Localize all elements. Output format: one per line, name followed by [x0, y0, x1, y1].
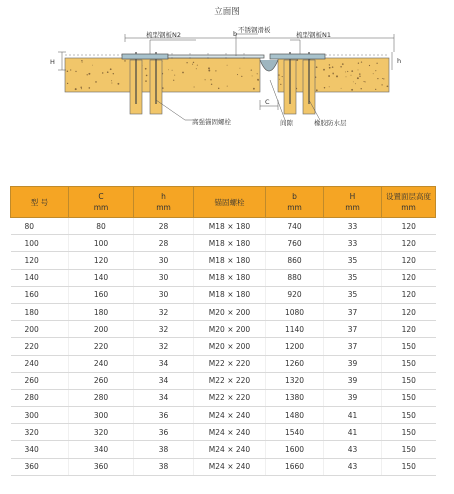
table-cell: 100 — [11, 235, 69, 252]
header-cell — [11, 187, 69, 218]
table-row — [11, 355, 436, 372]
table-cell: M24 × 240 — [194, 458, 266, 475]
table-cell: 140 — [11, 269, 69, 286]
header-label: 锚固螺栓 — [214, 197, 245, 207]
table-cell: 120 — [382, 269, 436, 286]
table-cell: 35 — [324, 252, 382, 269]
elevation-diagram — [0, 0, 454, 170]
table-cell: 220 — [11, 338, 69, 355]
table-cell: M18 × 180 — [194, 269, 266, 286]
table-cell: 120 — [382, 321, 436, 338]
table-cell: 41 — [324, 424, 382, 441]
table-cell: 37 — [324, 303, 382, 320]
table-cell: 32 — [134, 338, 194, 355]
table-cell: M18 × 180 — [194, 235, 266, 252]
table-body — [11, 218, 436, 476]
header-cell — [194, 187, 266, 218]
table-cell: 340 — [11, 441, 69, 458]
comb-plates — [122, 54, 325, 59]
table-cell: 220 — [69, 338, 134, 355]
table-row — [11, 458, 436, 475]
table-cell: M24 × 240 — [194, 407, 266, 424]
table-cell: 240 — [69, 355, 134, 372]
table-cell: 33 — [324, 235, 382, 252]
header-label: 型 号 — [30, 197, 49, 207]
table-cell: 1200 — [266, 338, 324, 355]
table-cell: 1260 — [266, 355, 324, 372]
table-cell: 120 — [382, 303, 436, 320]
table-cell: M20 × 200 — [194, 321, 266, 338]
label-n1-plate: 梳型钢板N1 — [296, 31, 331, 39]
table-cell: 760 — [266, 235, 324, 252]
diagram-title: 立面图 — [214, 7, 240, 17]
table-cell: 43 — [324, 441, 382, 458]
table-cell: 360 — [69, 458, 134, 475]
table-cell: 34 — [134, 389, 194, 406]
table-cell: 32 — [134, 303, 194, 320]
table-cell: 41 — [324, 407, 382, 424]
table-cell: 860 — [266, 252, 324, 269]
table-cell: M20 × 200 — [194, 303, 266, 320]
table-cell: 37 — [324, 321, 382, 338]
table-cell: M22 × 220 — [194, 389, 266, 406]
table-cell: M18 × 180 — [194, 252, 266, 269]
table-cell: 160 — [69, 286, 134, 303]
table-cell: 1320 — [266, 372, 324, 389]
label-bolt: 高强锚固螺栓 — [192, 118, 231, 126]
table-row — [11, 407, 436, 424]
table-cell: 150 — [382, 441, 436, 458]
table-row — [11, 235, 436, 252]
table-cell: 260 — [69, 372, 134, 389]
table-cell: 180 — [11, 303, 69, 320]
table-cell: 120 — [11, 252, 69, 269]
table-row — [11, 286, 436, 303]
header-cell — [324, 187, 382, 218]
header-label: b — [292, 192, 297, 201]
table-header-row — [11, 187, 436, 218]
table-cell: 35 — [324, 286, 382, 303]
table-cell: 150 — [382, 407, 436, 424]
table-cell: 1660 — [266, 458, 324, 475]
label-H: H — [50, 58, 55, 66]
table-cell: 240 — [11, 355, 69, 372]
header-cell — [69, 187, 134, 218]
table-cell: M18 × 180 — [194, 218, 266, 235]
label-waterproof: 橡胶防水层 — [314, 119, 347, 127]
table-cell: 880 — [266, 269, 324, 286]
table-cell: 32 — [134, 321, 194, 338]
table-cell: 740 — [266, 218, 324, 235]
table-cell: 36 — [134, 424, 194, 441]
header-unit: mm — [287, 203, 302, 212]
table-cell: 35 — [324, 269, 382, 286]
table-cell: 30 — [134, 286, 194, 303]
table-cell: 120 — [382, 252, 436, 269]
table-cell: 320 — [69, 424, 134, 441]
table-cell: 30 — [134, 269, 194, 286]
table-cell: M20 × 200 — [194, 338, 266, 355]
table-cell: 300 — [11, 407, 69, 424]
table-cell: 150 — [382, 372, 436, 389]
table-cell: 39 — [324, 389, 382, 406]
table-cell: 1480 — [266, 407, 324, 424]
table-cell: 300 — [69, 407, 134, 424]
table-cell: 80 — [11, 218, 69, 235]
table-cell: M22 × 220 — [194, 355, 266, 372]
table-cell: 150 — [382, 389, 436, 406]
header-unit: mm — [93, 203, 109, 212]
table-cell: 1540 — [266, 424, 324, 441]
table-cell: 320 — [11, 424, 69, 441]
table-cell: 36 — [134, 407, 194, 424]
label-n2-plate: 梳型钢板N2 — [146, 31, 181, 39]
label-b: b — [233, 30, 238, 38]
table-cell: 360 — [11, 458, 69, 475]
header-unit: mm — [156, 203, 171, 212]
table-cell: M24 × 240 — [194, 441, 266, 458]
table-row — [11, 372, 436, 389]
table-cell: 150 — [382, 424, 436, 441]
header-cell — [382, 187, 436, 218]
label-C: C — [265, 98, 270, 106]
table-cell: 38 — [134, 441, 194, 458]
table-cell: 150 — [382, 355, 436, 372]
header-label: C — [98, 192, 104, 201]
table-cell: M24 × 240 — [194, 424, 266, 441]
table-cell: 34 — [134, 372, 194, 389]
table-row — [11, 389, 436, 406]
table-cell: 920 — [266, 286, 324, 303]
table-cell: 1080 — [266, 303, 324, 320]
table-cell: 39 — [324, 355, 382, 372]
table-row — [11, 441, 436, 458]
spec-table — [10, 186, 436, 476]
table-cell: 37 — [324, 338, 382, 355]
table-cell: 30 — [134, 252, 194, 269]
table-row — [11, 321, 436, 338]
table-cell: 38 — [134, 458, 194, 475]
table-row — [11, 218, 436, 235]
table-cell: 1140 — [266, 321, 324, 338]
table-cell: 260 — [11, 372, 69, 389]
table-cell: 34 — [134, 355, 194, 372]
table-row — [11, 252, 436, 269]
table-row — [11, 303, 436, 320]
table-cell: 280 — [11, 389, 69, 406]
concrete-slabs — [65, 58, 389, 92]
header-cell — [266, 187, 324, 218]
rubber-seal — [260, 60, 278, 71]
table-cell: 100 — [69, 235, 134, 252]
table-cell: 33 — [324, 218, 382, 235]
table-cell: 280 — [69, 389, 134, 406]
table-cell: 200 — [69, 321, 134, 338]
table-cell: 120 — [382, 286, 436, 303]
table-cell: M18 × 180 — [194, 286, 266, 303]
table-cell: 180 — [69, 303, 134, 320]
table-row — [11, 424, 436, 441]
header-unit: mm — [401, 203, 416, 212]
table-row — [11, 269, 436, 286]
table-cell: M22 × 220 — [194, 372, 266, 389]
table-row — [11, 338, 436, 355]
header-unit: mm — [345, 203, 360, 212]
table-cell: 150 — [382, 458, 436, 475]
table-cell: 80 — [69, 218, 134, 235]
table-cell: 340 — [69, 441, 134, 458]
table-cell: 120 — [382, 235, 436, 252]
header-cell — [134, 187, 194, 218]
table-cell: 120 — [382, 218, 436, 235]
table-cell: 28 — [134, 218, 194, 235]
table-cell: 28 — [134, 235, 194, 252]
table-cell: 200 — [11, 321, 69, 338]
table-cell: 120 — [69, 252, 134, 269]
table-cell: 160 — [11, 286, 69, 303]
label-slide-plate: 不锈钢滑板 — [238, 26, 271, 34]
label-gap: 间隙 — [280, 119, 293, 127]
table-cell: 140 — [69, 269, 134, 286]
table-cell: 1600 — [266, 441, 324, 458]
table-cell: 39 — [324, 372, 382, 389]
table-cell: 1380 — [266, 389, 324, 406]
label-h: h — [397, 57, 402, 65]
header-label: H — [349, 192, 356, 201]
table-cell: 43 — [324, 458, 382, 475]
header-label: 设置面层高度 — [386, 192, 431, 201]
header-label: h — [161, 192, 166, 201]
table-cell: 150 — [382, 338, 436, 355]
